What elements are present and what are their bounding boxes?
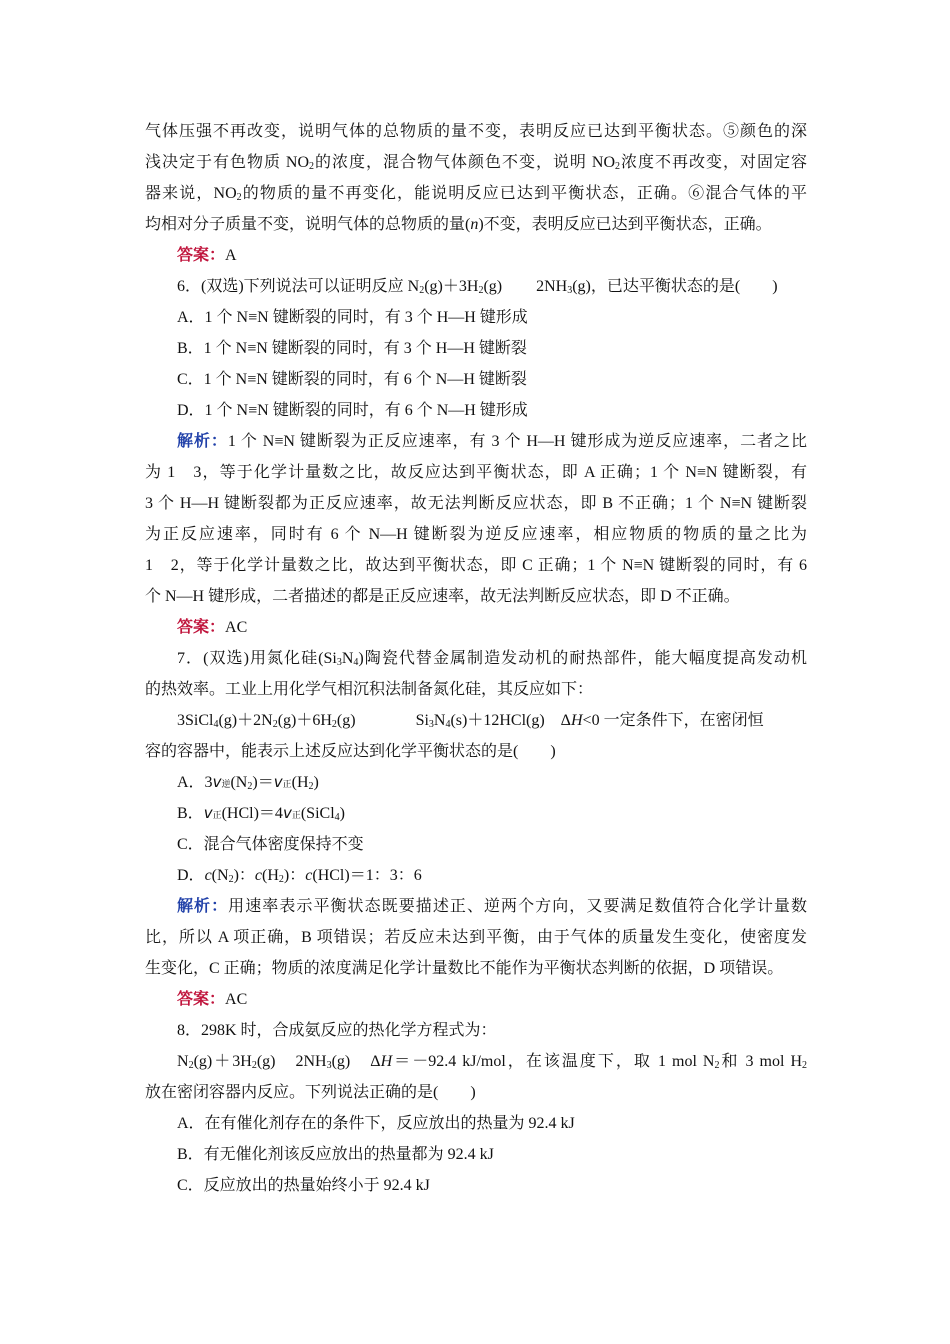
option-b: B．有无催化剂该反应放出的热量都为 92.4 kJ [177,1146,494,1163]
text: 3SiCl [177,712,214,729]
answer-value: AC [225,619,248,636]
text: 均相对分子质量不变，说明气体的总物质的量( [145,216,471,233]
subscript: 2 [331,719,337,730]
subscript: 3 [326,1060,332,1071]
question-8-stem: 8．298K 时，合成氨反应的热化学方程式为： [177,1022,497,1039]
question-7-stem [145,643,807,674]
variable-n: n [470,216,479,233]
text: 和 3 mol H [719,1053,803,1070]
variable-h: H [380,1053,393,1070]
document-page [145,116,807,1201]
subscript: 2 [308,781,314,792]
text: (g)＋6H [277,712,332,729]
subscript: 2 [419,285,425,296]
subscript: 4 [213,719,219,730]
subscript: 2 [478,285,484,296]
text: )： [283,867,306,884]
text: 2NH [295,1053,327,1070]
answer-label: 答案： [177,247,226,264]
text: )陶瓷代替金属制造发动机的耐热部件，能大幅度提高发动机 [358,650,807,667]
text: (g) [336,712,356,729]
question-6-stem [145,271,807,302]
analysis-line: 为正反应速率，同时有 6 个 N—H 键断裂为逆反应速率，相应物质的物质的量之比为 [145,526,807,543]
analysis-line [145,426,807,457]
variable-v: v [212,773,222,791]
variable-h: H [570,712,583,729]
subscript: 2 [272,719,278,730]
subscript: 4 [445,719,451,730]
text: ) [313,774,319,791]
text-line [145,147,807,178]
text: 的物质的量不再变化，能说明反应已达到平衡状态，正确。⑥混合气体的平 [241,185,807,202]
subscript: 3 [567,285,573,296]
text: 6．(双选)下列说法可以证明反应 N [177,278,420,295]
option-c: C．反应放出的热量始终小于 92.4 kJ [177,1177,430,1194]
text-line: 的热效率。工业上用化学气相沉积法制备氮化硅，其反应如下： [145,681,594,698]
text: A．3 [177,774,213,791]
subscript: 2 [251,1060,257,1071]
variable-c: c [254,867,263,884]
subscript: 2 [188,1060,194,1071]
option-a [145,767,807,798]
text: (H [262,867,279,884]
analysis-line [145,891,807,922]
text: ) [339,805,345,822]
variable-v: v [273,773,283,791]
text: Si [415,712,429,729]
subscript: 2 [278,874,284,885]
answer-line [145,612,807,643]
text: (N [230,774,248,791]
answer-label: 答案： [177,619,226,636]
text: 浅决定于有色物质 NO [145,154,310,171]
subscript: 2 [247,781,253,792]
answer-value: A [225,247,237,264]
analysis-line: 比，所以 A 项正确，B 项错误；若反应未达到平衡，由于气体的质量发生变化，使密度发 [145,929,807,946]
answer-value: AC [225,991,248,1008]
text: (HCl)＝1：3：6 [312,867,422,884]
reaction-equation [145,1046,807,1077]
analysis-label: 解析： [177,898,229,915]
text: 浓度不再改变，对固定容 [620,154,807,171]
subscript: 3 [428,719,434,730]
analysis-line: 1 2，等于化学计量数之比，故达到平衡状态，即 C 正确；1 个 N≡N 键断裂的同时，有 6 [145,557,807,574]
subscript: 4 [353,657,359,668]
variable-v: v [203,804,213,822]
text: )＝ [252,774,274,791]
text-line [145,116,807,147]
option-b: B．1 个 N≡N 键断裂的同时，有 3 个 H—H 键断裂 [177,340,527,357]
subscript: 2 [802,1060,808,1071]
text: (N [211,867,229,884]
text: N [433,712,446,729]
text: <0 一定条件下，在密闭恒 [582,712,764,729]
text: (g)＋2N [218,712,273,729]
text: (H [291,774,309,791]
text: 器来说，NO [145,185,237,202]
text: 1 个 N≡N 键断裂为正反应速率，有 3 个 H—H 键形成为逆反应速率，二者之比 [227,433,807,450]
variable-c: c [305,867,313,884]
text-line [145,209,807,240]
text: ＝－92.4 kJ/mol，在该温度下，取 1 mol N [392,1053,715,1070]
text: (SiCl [300,805,335,822]
subscript: 正 [212,810,222,820]
text: (s)＋12HCl(g) Δ [450,712,571,729]
subscript: 4 [334,812,340,823]
text: 气体压强不再改变，说明气体的总物质的量不变，表明反应已达到平衡状态。⑤颜色的深 [145,123,807,140]
text: (HCl)＝4 [221,805,283,822]
text: 2NH [536,278,568,295]
subscript: 正 [291,810,301,820]
text: 用速率表示平衡状态既要描述正、逆两个方向，又要满足数值符合化学计量数 [228,898,807,915]
text: (g)＋3H [193,1053,252,1070]
analysis-label: 解析： [177,433,228,450]
text: N [341,650,354,667]
text: (g)＋3H [424,278,479,295]
option-d: D．1 个 N≡N 键断裂的同时，有 6 个 N—H 键形成 [177,402,528,419]
text: 7．(双选)用氮化硅(Si [177,650,337,667]
text: )： [233,867,255,884]
option-b [145,798,807,829]
text: D． [177,867,205,884]
subscript: 2 [309,161,315,172]
text-line: 放在密闭容器内反应。下列说法正确的是( ) [145,1084,476,1101]
subscript: 2 [615,161,621,172]
subscript: 2 [236,192,242,203]
answer-line [145,984,807,1015]
subscript: 2 [714,1060,720,1071]
reaction-equation [145,705,807,736]
option-a: A．在有催化剂存在的条件下，反应放出的热量为 92.4 kJ [177,1115,575,1132]
option-a: A．1 个 N≡N 键断裂的同时，有 3 个 H—H 键形成 [177,309,528,326]
option-d [145,860,807,891]
subscript: 3 [336,657,342,668]
text: B． [177,805,204,822]
subscript: 2 [228,874,234,885]
analysis-line: 个 N—H 键形成，二者描述的都是正反应速率，故无法判断反应状态，即 D 不正确。 [145,588,740,605]
option-c: C．混合气体密度保持不变 [177,836,364,853]
analysis-line: 3 个 H—H 键断裂都为正反应速率，故无法判断反应状态，即 B 不正确；1 个 N≡N 键断裂 [145,495,807,512]
text-line: 容的容器中，能表示上述反应达到化学平衡状态的是( ) [145,743,556,760]
analysis-line: 生变化，C 正确；物质的浓度满足化学计量数比不能作为平衡状态判断的依据，D 项错误。 [145,960,784,977]
answer-label: 答案： [177,991,226,1008]
answer-line [145,240,807,271]
option-c: C．1 个 N≡N 键断裂的同时，有 6 个 N—H 键断裂 [177,371,527,388]
text: N [177,1053,189,1070]
text: (g) Δ [331,1053,381,1070]
subscript: 逆 [221,779,231,789]
text-line [145,178,807,209]
text: 的浓度，混合物气体颜色不变，说明 NO [314,154,616,171]
text: (g) [483,278,503,295]
variable-v: v [282,804,292,822]
variable-c: c [204,867,212,884]
analysis-line: 为 1 3，等于化学计量数之比，故反应达到平衡状态，即 A 正确；1 个 N≡N 键断裂，有 [145,464,807,481]
text: (g) [256,1053,276,1070]
subscript: 正 [282,779,292,789]
text: )不变，表明反应已达到平衡状态，正确。 [478,216,772,233]
text: (g)，已达平衡状态的是( ) [572,278,778,295]
